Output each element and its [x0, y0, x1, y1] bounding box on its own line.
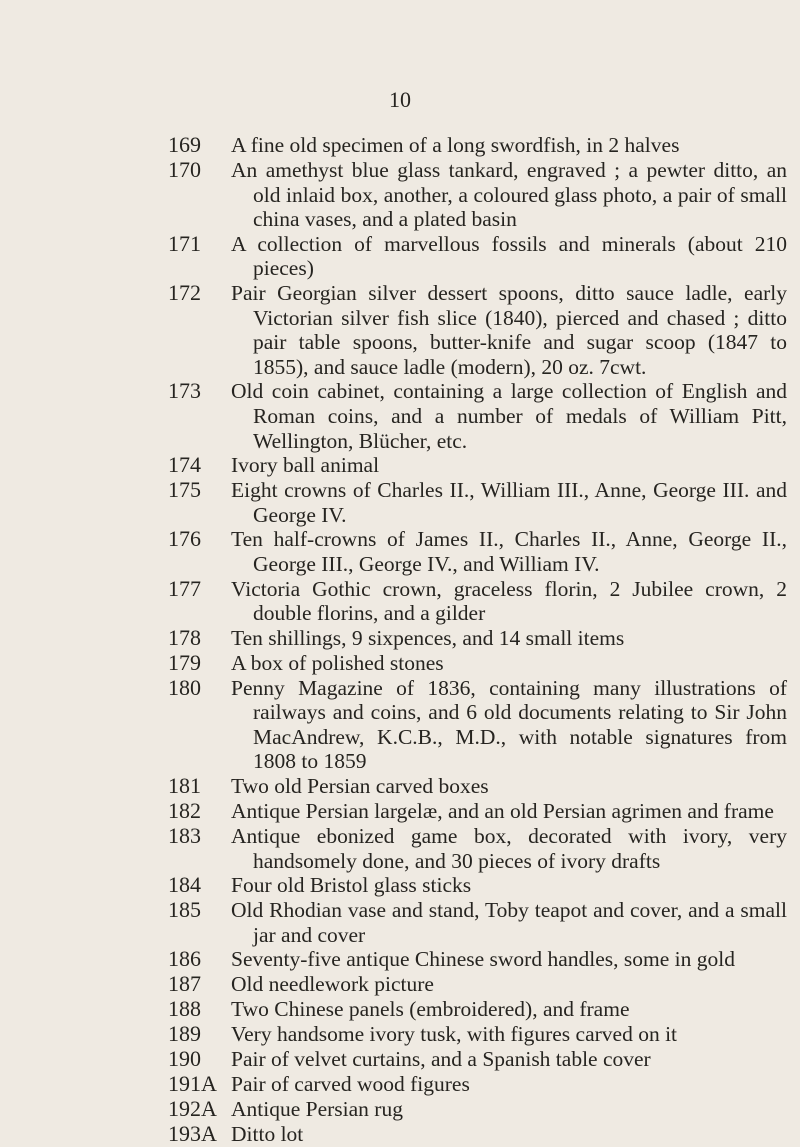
lot-number: 185: [168, 897, 201, 923]
lot-entry: [0, 1072, 800, 1097]
lot-entry: [0, 824, 800, 873]
lot-entry: [0, 1097, 800, 1122]
lot-entry: [0, 281, 800, 379]
lot-number: 178: [168, 624, 201, 650]
lot-entry: [0, 527, 800, 576]
lot-number: 181: [168, 773, 201, 799]
lot-entry: [0, 651, 800, 676]
lot-entry: [0, 1122, 800, 1147]
lot-description: Antique Persian rug: [231, 1097, 403, 1122]
lot-number: 190: [168, 1046, 201, 1072]
lot-description: Ten shillings, 9 sixpences, and 14 small items: [231, 625, 625, 650]
lot-number: 169: [168, 132, 201, 157]
lot-description: Old Rhodian vase and stand, Toby teapot and cover, and a small jar and cover: [231, 898, 787, 947]
lot-number: 173: [168, 378, 201, 404]
lot-entry: [0, 676, 800, 774]
lot-entry: [0, 626, 800, 651]
lot-number: 188: [168, 996, 201, 1022]
lot-number: 191A: [168, 1071, 217, 1097]
lot-number: 179: [168, 649, 201, 675]
lot-entry: [0, 577, 800, 626]
lot-entry: [0, 478, 800, 527]
lot-description: A box of polished stones: [231, 650, 444, 675]
lot-description: Penny Magazine of 1836, containing many illustrations of railways and coins, and 6 old documents relating to Sir John MacAndrew, K.C.B., M.D., with notable signatures from 1808 to 1859: [231, 675, 787, 774]
lot-list: [0, 133, 800, 1147]
lot-description: Pair of carved wood figures: [231, 1072, 470, 1097]
lot-description: Eight crowns of Charles II., William III., Anne, George III. and George IV.: [231, 478, 787, 527]
lot-entry: [0, 232, 800, 281]
lot-description: Old needlework picture: [231, 972, 434, 997]
lot-description: Antique ebonized game box, decorated with ivory, very handsomely done, and 30 pieces of ivory drafts: [231, 824, 787, 873]
lot-number: 192A: [168, 1096, 217, 1122]
lot-entry: [0, 1022, 800, 1047]
lot-entry: [0, 972, 800, 997]
lot-description: Two Chinese panels (embroidered), and frame: [231, 997, 630, 1022]
lot-description: Victoria Gothic crown, graceless florin, 2 Jubilee crown, 2 double florins, and a gilder: [231, 576, 787, 626]
lot-description: Seventy-five antique Chinese sword handles, some in gold: [231, 947, 735, 972]
lot-number: 182: [168, 798, 201, 824]
lot-entry: [0, 997, 800, 1022]
lot-entry: [0, 453, 800, 478]
lot-number: 189: [168, 1021, 201, 1047]
lot-description: Old coin cabinet, containing a large collection of English and Roman coins, and a number of medals of William Pitt, Wellington, Blücher, etc.: [231, 379, 787, 453]
lot-description: A fine old specimen of a long swordfish, in 2 halves: [231, 133, 680, 157]
lot-entry: [0, 133, 800, 158]
lot-number: 170: [168, 157, 201, 182]
lot-entry: [0, 158, 800, 232]
lot-entry: [0, 379, 800, 453]
lot-description: Very handsome ivory tusk, with figures carved on it: [231, 1022, 678, 1047]
lot-description: Ditto lot: [231, 1122, 304, 1147]
lot-number: 183: [168, 823, 201, 849]
lot-entry: [0, 898, 800, 947]
lot-entry: [0, 774, 800, 799]
lot-number: 176: [168, 526, 201, 552]
lot-description: Pair of velvet curtains, and a Spanish table cover: [231, 1047, 651, 1072]
lot-number: 171: [168, 230, 201, 256]
lot-number: 193A: [168, 1121, 217, 1147]
lot-description: Ten half-crowns of James II., Charles II., Anne, George II., George III., George IV., and William IV.: [231, 527, 787, 576]
lot-description: Four old Bristol glass sticks: [231, 873, 472, 898]
lot-description: A collection of marvellous fossils and minerals (about 210 pieces): [231, 231, 787, 281]
lot-number: 187: [168, 971, 201, 997]
lot-entry: [0, 799, 800, 824]
lot-entry: [0, 947, 800, 972]
lot-description: Ivory ball animal: [231, 453, 380, 478]
lot-description: Two old Persian carved boxes: [231, 774, 489, 799]
lot-entry: [0, 873, 800, 898]
lot-number: 180: [168, 674, 201, 700]
lot-number: 174: [168, 452, 201, 478]
lot-number: 175: [168, 477, 201, 503]
lot-entry: [0, 1047, 800, 1072]
lot-description: Pair Georgian silver dessert spoons, ditto sauce ladle, early Victorian silver fish slice (1840), pierced and chased ; ditto pair table spoons, butter-knife and sugar scoop (1847 to 1855), and sauce ladle (modern), 20 oz. 7cwt.: [231, 280, 787, 379]
lot-number: 172: [168, 279, 201, 305]
lot-number: 177: [168, 575, 201, 601]
lot-description: Antique Persian largelæ, and an old Persian agrimen and frame: [231, 799, 774, 824]
page-number: 10: [389, 87, 411, 112]
lot-number: 186: [168, 946, 201, 972]
lot-number: 184: [168, 872, 201, 898]
lot-description: An amethyst blue glass tankard, engraved ; a pewter ditto, an old inlaid box, another, a coloured glass photo, a pair of small china vases, and a plated basin: [231, 158, 787, 232]
